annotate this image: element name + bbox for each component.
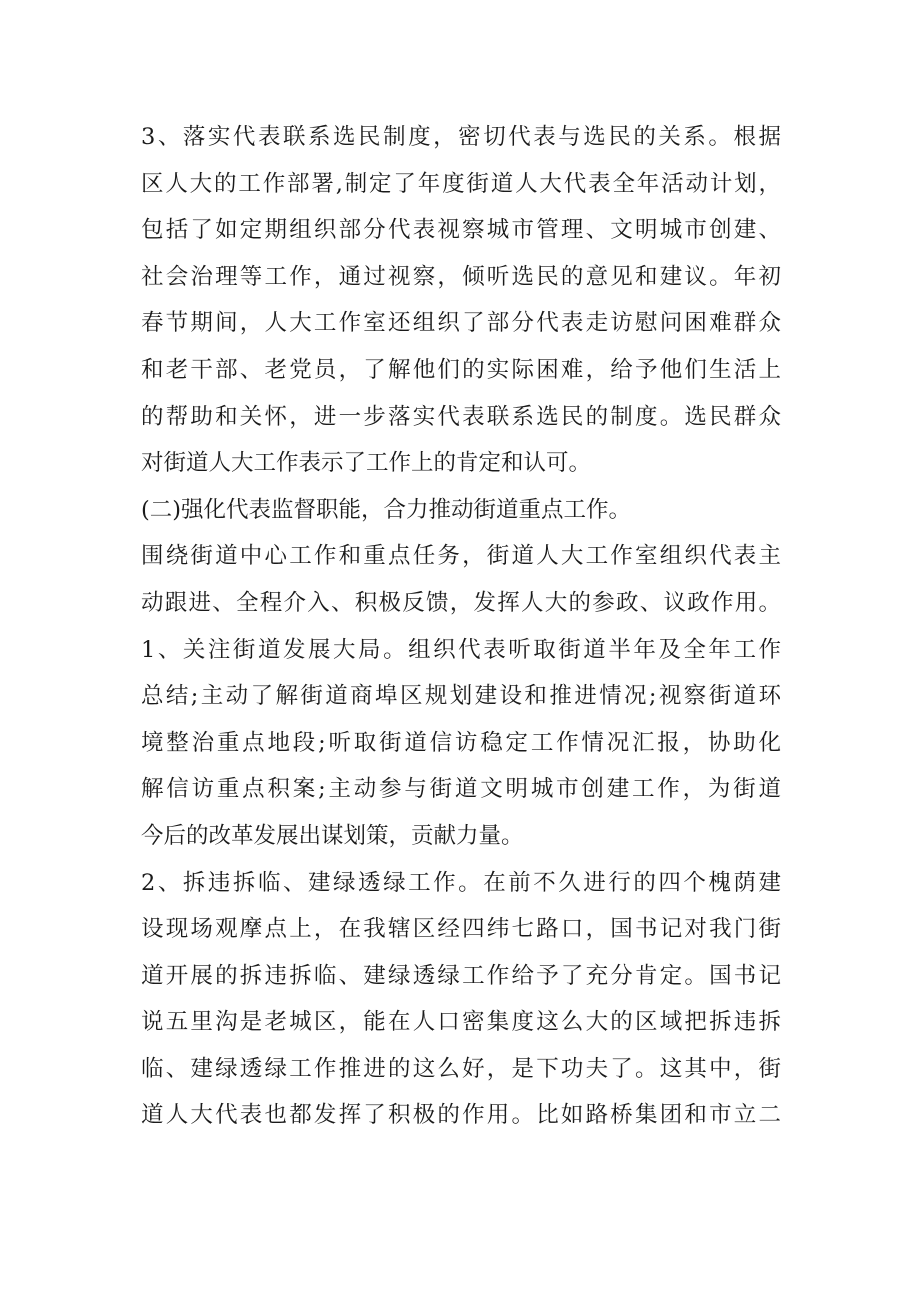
section-heading: (二)强化代表监督职能，合力推动街道重点工作。	[141, 496, 632, 523]
text-line: 2、拆违拆临、建绿透绿工作。在前不久进行的四个槐荫建	[141, 869, 781, 896]
text-line: 和老干部、老党员，了解他们的实际困难，给予他们生活上	[141, 356, 781, 383]
text-line: 围绕街道中心工作和重点任务，街道人大工作室组织代表主	[141, 543, 781, 570]
text-line: 设现场观摩点上，在我辖区经四纬七路口，国书记对我门街	[141, 916, 781, 943]
text-line: 总结;主动了解街道商埠区规划建设和推进情况;视察街道环	[141, 683, 781, 710]
text-line: 1、关注街道发展大局。组织代表听取街道半年及全年工作	[141, 636, 781, 663]
text-line: 动跟进、全程介入、积极反馈，发挥人大的参政、议政作用。	[141, 589, 781, 616]
text-line: 春节期间，人大工作室还组织了部分代表走访慰问困难群众	[141, 310, 781, 337]
text-line: 解信访重点积案;主动参与街道文明城市创建工作，为街道	[141, 776, 781, 803]
text-line: 区人大的工作部署,制定了年度街道人大代表全年活动计划，	[141, 170, 781, 197]
text-line: 今后的改革发展出谋划策，贡献力量。	[141, 822, 524, 849]
text-line: 3、落实代表联系选民制度，密切代表与选民的关系。根据	[141, 124, 781, 150]
text-line: 临、建绿透绿工作推进的这么好，是下功夫了。这其中，街	[141, 1055, 781, 1082]
text-line: 境整治重点地段;听取街道信访稳定工作情况汇报，协助化	[141, 729, 781, 756]
text-line: 道开展的拆违拆临、建绿透绿工作给予了充分肯定。国书记	[141, 962, 781, 989]
text-line: 社会治理等工作，通过视察，倾听选民的意见和建议。年初	[141, 263, 781, 290]
text-line: 说五里沟是老城区，能在人口密集度这么大的区域把拆违拆	[141, 1009, 781, 1036]
text-line: 的帮助和关怀，进一步落实代表联系选民的制度。选民群众	[141, 403, 781, 430]
document-body	[141, 114, 781, 1139]
text-line: 对街道人大工作表示了工作上的肯定和认可。	[141, 450, 592, 477]
text-line: 包括了如定期组织部分代表视察城市管理、文明城市创建、	[141, 217, 781, 244]
text-line: 道人大代表也都发挥了积极的作用。比如路桥集团和市立二	[141, 1102, 781, 1129]
